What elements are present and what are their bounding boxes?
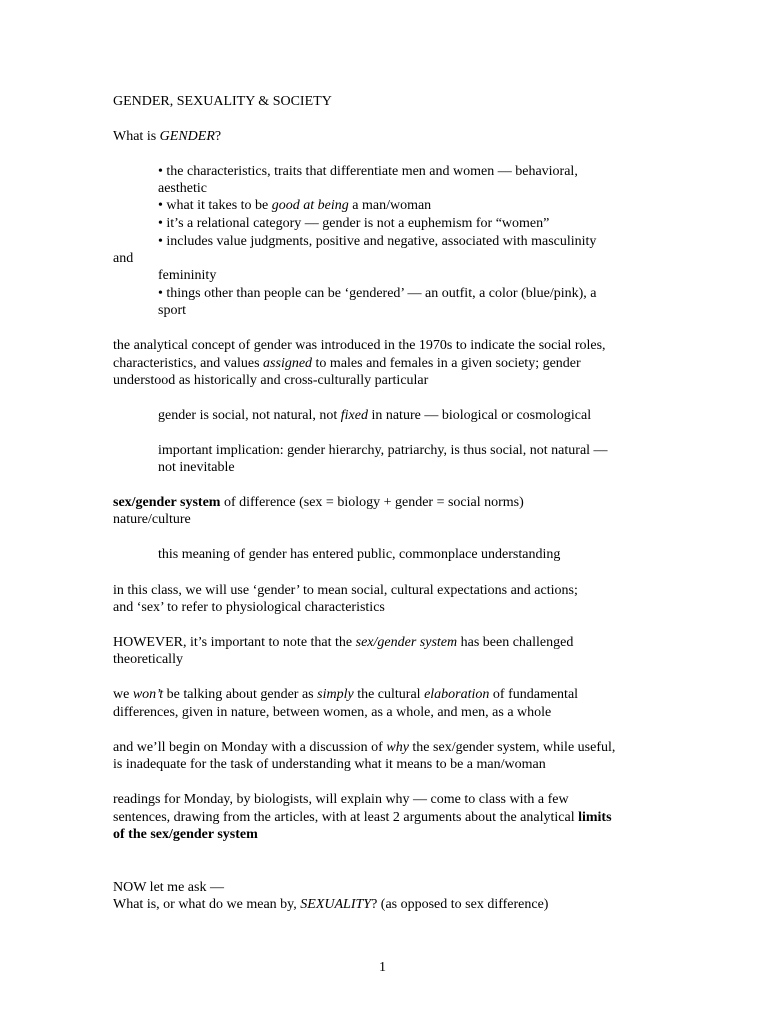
text: What is, or what do we mean by, bbox=[113, 897, 301, 912]
text: to males and females in a given society; gender bbox=[312, 356, 581, 371]
class-use-line-1: in this class, we will use ‘gender’ to mean social, cultural expectations and actions; bbox=[113, 583, 578, 598]
implication-line-1: important implication: gender hierarchy, patriarchy, is thus social, not natural — bbox=[158, 443, 608, 458]
readings-line-1: readings for Monday, by biologists, will explain why — come to class with a few bbox=[113, 792, 569, 807]
emphasis: GENDER bbox=[159, 129, 215, 144]
page-number: 1 bbox=[379, 960, 386, 975]
however-line-2: theoretically bbox=[113, 652, 183, 667]
readings-line-2 bbox=[113, 809, 612, 826]
text: HOWEVER, it’s important to note that the bbox=[113, 635, 356, 650]
text: ? bbox=[214, 129, 222, 144]
text: and we’ll begin on Monday with a discussion of bbox=[113, 740, 387, 755]
text: has been challenged bbox=[457, 635, 574, 650]
implication-line-2: not inevitable bbox=[158, 460, 235, 475]
text: of difference (sex = biology + gender = social norms) bbox=[220, 495, 524, 510]
bold-term: of the sex/gender system bbox=[113, 827, 258, 842]
bold-term: limits bbox=[578, 810, 612, 825]
bullet-characteristics: • the characteristics, traits that differentiate men and women — behavioral, bbox=[158, 164, 578, 179]
emphasis: simply bbox=[317, 687, 354, 702]
sex-gender-system-line bbox=[113, 494, 524, 511]
bullet-relational: • it’s a relational category — gender is not a euphemism for “women” bbox=[158, 216, 550, 231]
text: the cultural bbox=[353, 687, 425, 702]
sexuality-question bbox=[113, 896, 548, 913]
emphasis: won’t bbox=[132, 687, 164, 702]
monday-line-1 bbox=[113, 739, 615, 756]
nature-culture-line: nature/culture bbox=[113, 512, 191, 527]
wont-line-1 bbox=[113, 686, 578, 703]
text: the sex/gender system, while useful, bbox=[408, 740, 616, 755]
bold-term: sex/gender system bbox=[113, 495, 221, 510]
text: ? (as opposed to sex difference) bbox=[371, 897, 549, 912]
bullet-value-judgments: • includes value judgments, positive and negative, associated with masculinity bbox=[158, 234, 597, 249]
text: be talking about gender as bbox=[163, 687, 318, 702]
gender-question bbox=[113, 128, 221, 145]
bullet-value-judgments-cont: femininity bbox=[158, 268, 217, 283]
emphasis: elaboration bbox=[424, 687, 490, 702]
monday-line-2: is inadequate for the task of understanding what it means to be a man/woman bbox=[113, 757, 546, 772]
emphasis: why bbox=[386, 740, 409, 755]
text: • what it takes to be bbox=[158, 198, 272, 213]
concept-paragraph-line-1: the analytical concept of gender was introduced in the 1970s to indicate the social roles, bbox=[113, 338, 606, 353]
bullet-things-gendered: • things other than people can be ‘gendered’ — an outfit, a color (blue/pink), a bbox=[158, 286, 597, 301]
wont-line-2: differences, given in nature, between women, as a whole, and men, as a whole bbox=[113, 705, 552, 720]
however-line-1 bbox=[113, 634, 573, 651]
bullet-characteristics-cont: aesthetic bbox=[158, 181, 207, 196]
text: of fundamental bbox=[489, 687, 579, 702]
emphasis: SEXUALITY bbox=[300, 897, 372, 912]
text: characteristics, and values bbox=[113, 356, 264, 371]
emphasis: fixed bbox=[340, 408, 368, 423]
text: we bbox=[113, 687, 133, 702]
text: sentences, drawing from the articles, with at least 2 arguments about the analytical bbox=[113, 810, 579, 825]
now-let-me-ask: NOW let me ask — bbox=[113, 880, 224, 895]
page-title: GENDER, SEXUALITY & SOCIETY bbox=[113, 94, 332, 109]
bullet-good-at-being bbox=[158, 197, 431, 214]
text: in nature — biological or cosmological bbox=[367, 408, 592, 423]
readings-line-3 bbox=[113, 826, 258, 843]
text: gender is social, not natural, not bbox=[158, 408, 341, 423]
class-use-line-2: and ‘sex’ to refer to physiological characteristics bbox=[113, 600, 385, 615]
emphasis: good at being bbox=[271, 198, 349, 213]
emphasis: assigned bbox=[263, 356, 313, 371]
bullet-things-gendered-cont: sport bbox=[158, 303, 186, 318]
text: a man/woman bbox=[348, 198, 432, 213]
social-not-natural bbox=[158, 407, 591, 424]
meaning-line: this meaning of gender has entered public, commonplace understanding bbox=[158, 547, 561, 562]
concept-paragraph-line-2 bbox=[113, 355, 581, 372]
text: What is bbox=[113, 129, 160, 144]
concept-paragraph-line-3: understood as historically and cross-culturally particular bbox=[113, 373, 429, 388]
emphasis: sex/gender system bbox=[355, 635, 458, 650]
bullet-value-judgments-and: and bbox=[113, 251, 134, 266]
